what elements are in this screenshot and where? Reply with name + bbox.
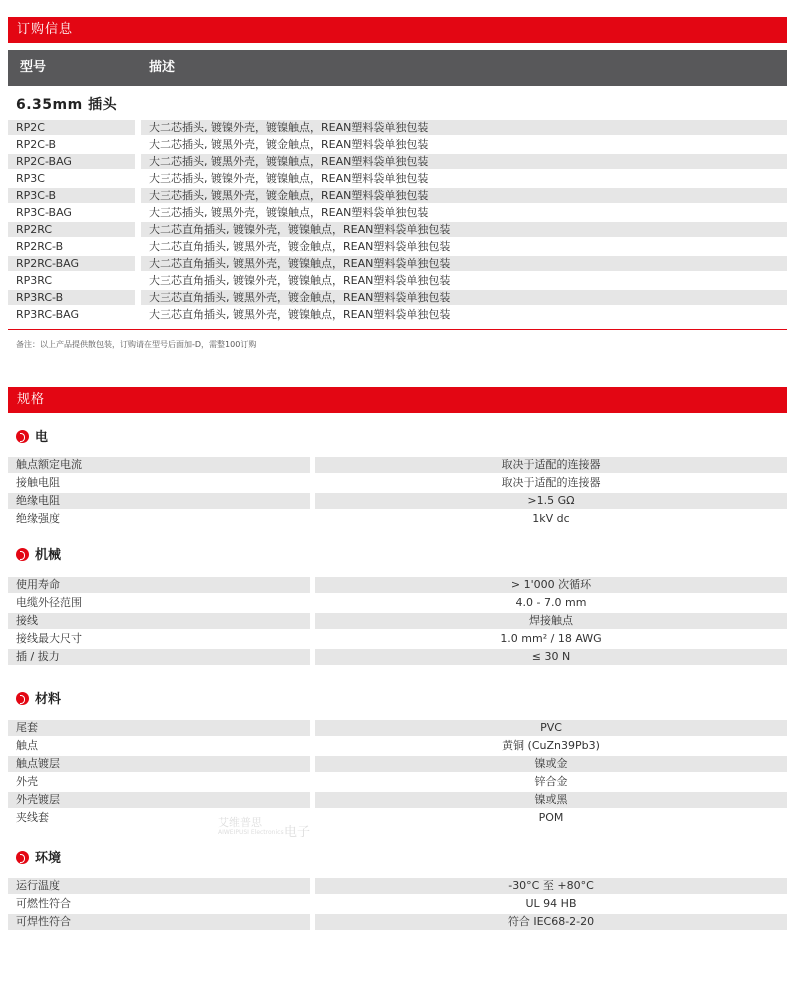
spec-label: 外壳镀层 [8,792,310,808]
spec-value: 4.0 - 7.0 mm [515,596,587,609]
description-cell: 大二芯插头, 镀黑外壳，镀镍触点，REAN塑料袋单独包装 [141,154,787,169]
ordering-section-header [8,17,787,43]
spec-label: 可燃性符合 [16,897,71,910]
spec-label: 插 / 拔力 [8,649,310,665]
spec-value: POM [538,811,564,824]
model-cell: RP2C [8,120,135,135]
spec-label: 绝缘强度 [16,512,60,525]
model-cell: RP2C-B [8,137,135,152]
spec-value: 取决于适配的连接器 [315,457,787,473]
spec-label: 触点额定电流 [8,457,310,473]
model-cell: RP3C [8,171,135,186]
table-row [8,238,787,255]
spec-label: 电缆外径范围 [16,596,82,609]
description-cell: 大三芯插头, 镀黑外壳，镀镍触点，REAN塑料袋单独包装 [141,205,787,220]
spec-label: 接线 [8,613,310,629]
spec-row [8,630,787,648]
description-cell: 大二芯直角插头, 镀黑外壳，镀镍触点，REAN塑料袋单独包装 [141,256,787,271]
spec-row [8,895,787,913]
section-bullet-icon [16,692,29,705]
spec-value: 锌合金 [534,775,568,788]
model-cell: RP2C-BAG [8,154,135,169]
description-cell: 大二芯插头, 镀镍外壳，镀镍触点，REAN塑料袋单独包装 [141,120,787,135]
model-cell: RP2RC-BAG [8,256,135,271]
model-cell: RP3RC [8,273,135,288]
electrical-section-title: 电 [16,430,48,446]
watermark-brand-text: AIWEIPUSI Electronics [218,829,284,836]
watermark-subtext: 电子 [284,825,311,840]
spec-value: 黄铜 (CuZn39Pb3) [502,739,600,752]
table-row [8,170,787,187]
table-row [8,204,787,221]
spec-value: 镍或金 [315,756,787,772]
spec-row [8,456,787,474]
spec-value: 取决于适配的连接器 [501,476,601,489]
spec-row [8,719,787,737]
section-bullet-icon [16,548,29,561]
environment-section-title: 环境 [16,851,61,867]
table-row [8,272,787,289]
spec-row [8,612,787,630]
spec-label: 接触电阻 [16,476,60,489]
table-row [8,289,787,306]
ordering-table [8,119,787,323]
product-group-title: 6.35mm 插头 [16,97,118,113]
table-row [8,153,787,170]
spec-value: >1.5 GΩ [315,493,787,509]
ordering-divider [8,329,787,330]
description-cell: 大三芯直角插头, 镀黑外壳，镀金触点，REAN塑料袋单独包装 [141,290,787,305]
table-row [8,221,787,238]
spec-row [8,791,787,809]
mechanical-section-title: 机械 [16,548,61,564]
model-cell: RP3RC-B [8,290,135,305]
model-cell: RP3C-BAG [8,205,135,220]
spec-value: 焊接触点 [315,613,787,629]
spec-value: PVC [315,720,787,736]
spec-value: 1.0 mm² / 18 AWG [500,632,602,645]
spec-row [8,877,787,895]
description-cell: 大三芯插头, 镀黑外壳，镀金触点，REAN塑料袋单独包装 [141,188,787,203]
spec-value: 符合 IEC68-2-20 [315,914,787,930]
spec-row [8,492,787,510]
table-row [8,119,787,136]
spec-label: 接线最大尺寸 [16,632,82,645]
section-bullet-icon [16,430,29,443]
spec-label: 绝缘电阻 [8,493,310,509]
spec-label: 可焊性符合 [8,914,310,930]
spec-label: 尾套 [8,720,310,736]
model-cell: RP2RC-B [8,239,135,254]
model-cell: RP3RC-BAG [8,307,135,322]
spec-row [8,809,787,827]
model-cell: RP3C-B [8,188,135,203]
spec-row [8,510,787,528]
spec-row [8,648,787,666]
description-cell: 大三芯直角插头, 镀镍外壳，镀镍触点，REAN塑料袋单独包装 [141,273,787,288]
spec-row [8,755,787,773]
model-cell: RP2RC [8,222,135,237]
spec-label: 使用寿命 [8,577,310,593]
watermark-logo-text: 艾维普思 [218,816,262,829]
ordering-table-header [8,50,787,86]
spec-value: -30°C 至 +80°C [315,878,787,894]
watermark [218,818,318,850]
spec-row [8,737,787,755]
electrical-spec-table [8,456,787,528]
table-row [8,136,787,153]
spec-row [8,594,787,612]
table-row [8,187,787,204]
spec-row [8,474,787,492]
spec-row [8,913,787,931]
spec-label: 触点 [16,739,38,752]
spec-label: 触点镀层 [8,756,310,772]
description-cell: 大三芯插头, 镀镍外壳，镀镍触点，REAN塑料袋单独包装 [141,171,787,186]
spec-value: 镍或黑 [315,792,787,808]
column-header-description: 描述 [149,60,176,75]
materials-spec-table [8,719,787,827]
ordering-section-title: 订购信息 [17,22,74,37]
mechanical-spec-table [8,576,787,666]
column-header-model: 型号 [20,60,47,75]
spec-label: 夹线套 [16,811,49,824]
spec-value: 1kV dc [532,512,570,525]
description-cell: 大二芯直角插头, 镀镍外壳，镀镍触点，REAN塑料袋单独包装 [141,222,787,237]
environment-spec-table [8,877,787,931]
section-bullet-icon [16,851,29,864]
spec-row [8,773,787,791]
description-cell: 大二芯插头, 镀黑外壳，镀金触点，REAN塑料袋单独包装 [141,137,787,152]
spec-label: 运行温度 [8,878,310,894]
ordering-note: 备注：以上产品提供散包装，订购请在型号后面加-D，需整100订购 [16,340,257,349]
table-row [8,306,787,323]
description-cell: 大二芯直角插头, 镀黑外壳，镀金触点，REAN塑料袋单独包装 [141,239,787,254]
spec-value: > 1'000 次循环 [315,577,787,593]
materials-section-title: 材料 [16,692,61,708]
spec-value: ≤ 30 N [315,649,787,665]
spec-label: 外壳 [16,775,38,788]
specs-section-title: 规格 [17,392,46,407]
spec-value: UL 94 HB [525,897,577,910]
table-row [8,255,787,272]
spec-row [8,576,787,594]
specs-section-header [8,387,787,413]
description-cell: 大三芯直角插头, 镀黑外壳，镀镍触点，REAN塑料袋单独包装 [141,307,787,322]
